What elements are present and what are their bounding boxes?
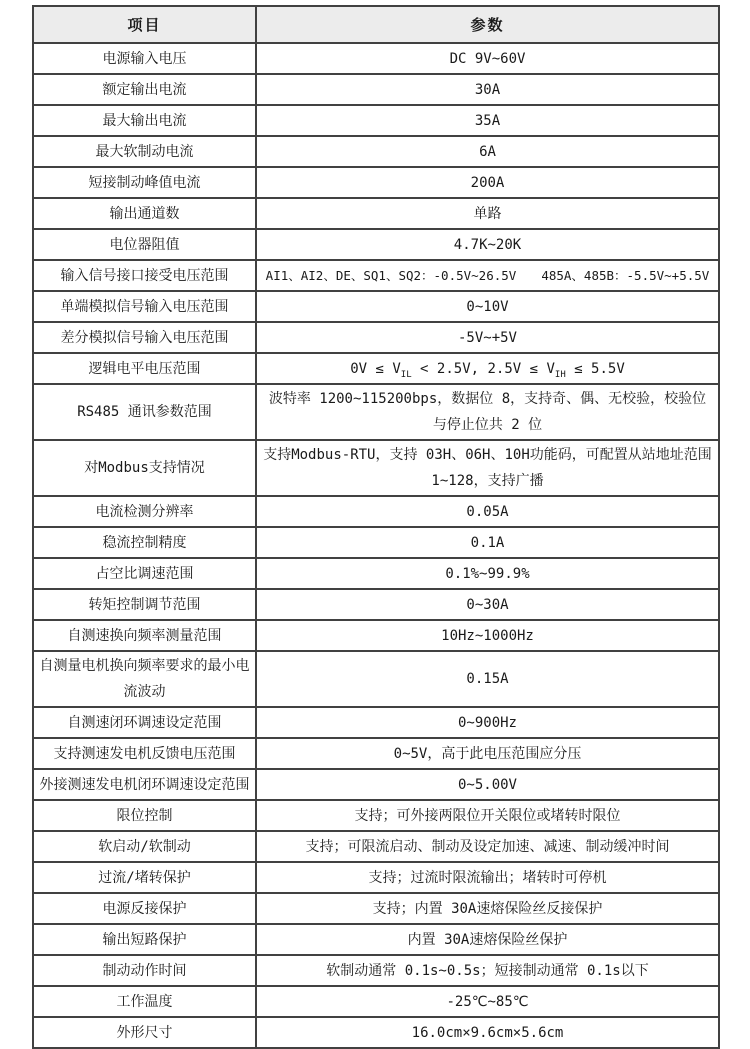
item-cell: 制动动作时间	[33, 955, 256, 986]
table-row	[33, 105, 719, 136]
item-cell: 支持测速发电机反馈电压范围	[33, 738, 256, 769]
item-cell: 自测量电机换向频率要求的最小电流波动	[33, 651, 256, 707]
table-row	[33, 924, 719, 955]
item-cell: 输入信号接口接受电压范围	[33, 260, 256, 291]
table-row	[33, 74, 719, 105]
table-row	[33, 291, 719, 322]
param-cell: 0.1A	[256, 527, 719, 558]
table-row	[33, 322, 719, 353]
table-row	[33, 769, 719, 800]
table-row	[33, 986, 719, 1017]
table-row	[33, 738, 719, 769]
table-row	[33, 558, 719, 589]
param-cell: 支持；可外接两限位开关限位或堵转时限位	[256, 800, 719, 831]
param-cell: AI1、AI2、DE、SQ1、SQ2：-0.5V~26.5V 485A、485B：-5.5V~+5.5V	[256, 260, 719, 291]
table-row	[33, 440, 719, 496]
item-cell: 电流检测分辨率	[33, 496, 256, 527]
param-cell: 支持；可限流启动、制动及设定加速、减速、制动缓冲时间	[256, 831, 719, 862]
item-cell: 输出短路保护	[33, 924, 256, 955]
param-cell: 0.15A	[256, 651, 719, 707]
param-cell: 0~900Hz	[256, 707, 719, 738]
header-row	[33, 6, 719, 43]
param-cell: 30A	[256, 74, 719, 105]
table-row	[33, 43, 719, 74]
item-cell: 外接测速发电机闭环调速设定范围	[33, 769, 256, 800]
param-cell: 内置 30A速熔保险丝保护	[256, 924, 719, 955]
table-row	[33, 527, 719, 558]
table-row	[33, 496, 719, 527]
item-cell: 限位控制	[33, 800, 256, 831]
item-cell: 稳流控制精度	[33, 527, 256, 558]
table-row	[33, 1017, 719, 1048]
item-cell: 工作温度	[33, 986, 256, 1017]
item-cell: 过流/堵转保护	[33, 862, 256, 893]
table-row	[33, 651, 719, 707]
table-row	[33, 353, 719, 384]
item-cell: 自测速闭环调速设定范围	[33, 707, 256, 738]
item-cell: 额定输出电流	[33, 74, 256, 105]
item-cell: 单端模拟信号输入电压范围	[33, 291, 256, 322]
table-row	[33, 955, 719, 986]
table-row	[33, 831, 719, 862]
header-item-cell: 项目	[33, 6, 256, 43]
param-cell: 0~5.00V	[256, 769, 719, 800]
item-cell: RS485 通讯参数范围	[33, 384, 256, 440]
param-cell: 软制动通常 0.1s~0.5s；短接制动通常 0.1s以下	[256, 955, 719, 986]
item-cell: 逻辑电平电压范围	[33, 353, 256, 384]
item-cell: 对Modbus支持情况	[33, 440, 256, 496]
table-row	[33, 136, 719, 167]
item-cell: 占空比调速范围	[33, 558, 256, 589]
table-row	[33, 620, 719, 651]
table-row	[33, 589, 719, 620]
param-cell: 16.0cm×9.6cm×5.6cm	[256, 1017, 719, 1048]
param-cell: 4.7K~20K	[256, 229, 719, 260]
item-cell: 转矩控制调节范围	[33, 589, 256, 620]
param-cell: 0~5V，高于此电压范围应分压	[256, 738, 719, 769]
item-cell: 软启动/软制动	[33, 831, 256, 862]
param-cell: 单路	[256, 198, 719, 229]
param-cell: 200A	[256, 167, 719, 198]
header-param-cell: 参数	[256, 6, 719, 43]
spec-table	[32, 5, 720, 1049]
param-cell: 波特率 1200~115200bps，数据位 8，支持奇、偶、无校验，校验位与停止位共 2 位	[256, 384, 719, 440]
table-row	[33, 384, 719, 440]
param-cell: 10Hz~1000Hz	[256, 620, 719, 651]
item-cell: 电位器阻值	[33, 229, 256, 260]
item-cell: 短接制动峰值电流	[33, 167, 256, 198]
param-cell: -25℃~85℃	[256, 986, 719, 1017]
table-row	[33, 707, 719, 738]
table-row	[33, 800, 719, 831]
table-row	[33, 260, 719, 291]
item-cell: 电源反接保护	[33, 893, 256, 924]
table-row	[33, 167, 719, 198]
item-cell: 外形尺寸	[33, 1017, 256, 1048]
param-cell: 35A	[256, 105, 719, 136]
param-cell: 支持Modbus-RTU，支持 03H、06H、10H功能码，可配置从站地址范围 1~128，支持广播	[256, 440, 719, 496]
param-cell: 支持；内置 30A速熔保险丝反接保护	[256, 893, 719, 924]
param-cell: 6A	[256, 136, 719, 167]
item-cell: 最大软制动电流	[33, 136, 256, 167]
param-cell: 0~30A	[256, 589, 719, 620]
table-row	[33, 862, 719, 893]
item-cell: 电源输入电压	[33, 43, 256, 74]
param-cell: $0V \le V_{IL} < 2.5V$, $2.5V \le V_{IH} \le 5.5V$	[256, 353, 719, 384]
param-cell: 0.1%~99.9%	[256, 558, 719, 589]
item-cell: 输出通道数	[33, 198, 256, 229]
table-row	[33, 198, 719, 229]
table-row	[33, 893, 719, 924]
param-cell: -5V~+5V	[256, 322, 719, 353]
item-cell: 差分模拟信号输入电压范围	[33, 322, 256, 353]
item-cell: 自测速换向频率测量范围	[33, 620, 256, 651]
param-cell: 0.05A	[256, 496, 719, 527]
item-cell: 最大输出电流	[33, 105, 256, 136]
param-cell: DC 9V~60V	[256, 43, 719, 74]
param-cell: 0~10V	[256, 291, 719, 322]
table-row	[33, 229, 719, 260]
param-cell: 支持；过流时限流输出；堵转时可停机	[256, 862, 719, 893]
